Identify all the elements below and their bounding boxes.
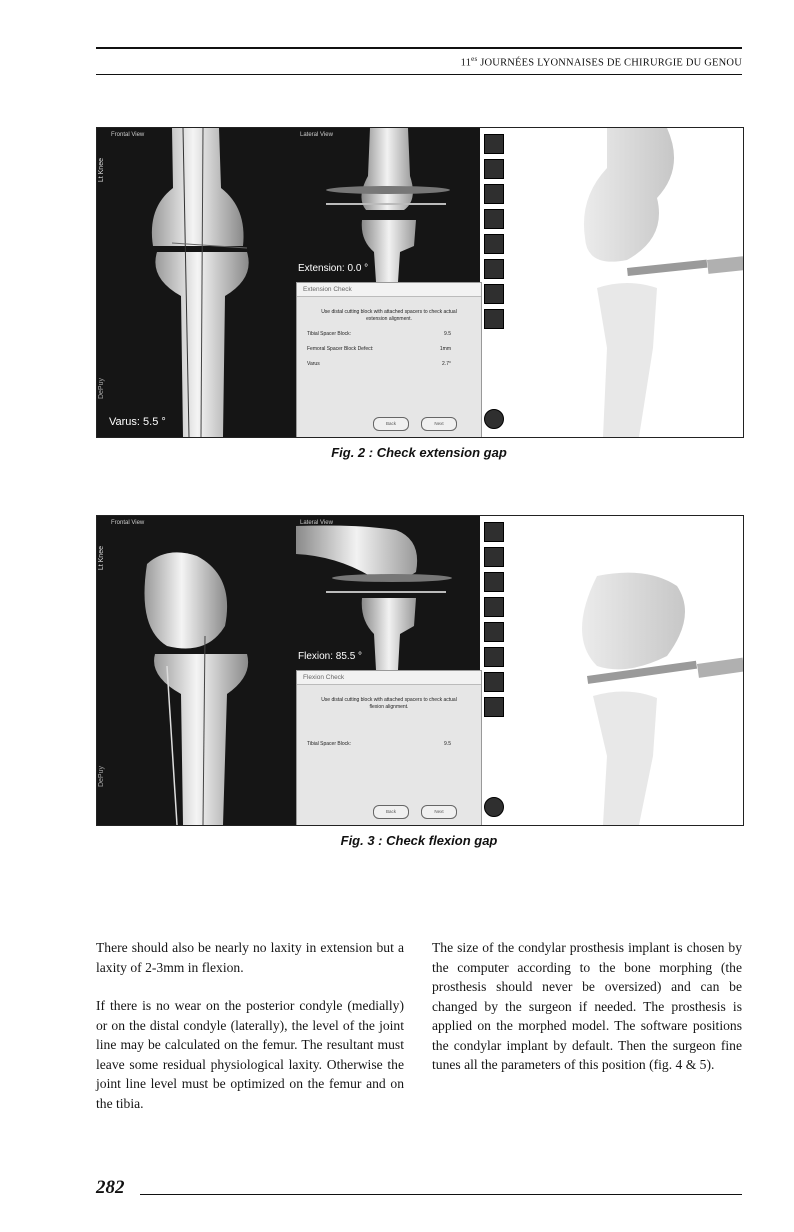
- settings-icon[interactable]: [484, 409, 504, 429]
- figure-3-caption: Fig. 3 : Check flexion gap: [340, 833, 498, 848]
- paragraph: The size of the condylar prosthesis implant is chosen by the computer according to the bone morphing (the prosthesis should never be oversized) and can be changed by the surgeon if needed. The prosthesis is applied on the morphed model. The software positions the condylar implant by default. Then the surgeon fine tunes all the parameters of this position (fig. 4 & 5).: [432, 940, 742, 1072]
- menu-icon[interactable]: [484, 134, 504, 154]
- tool-icon[interactable]: [484, 284, 504, 304]
- dialog-row: Varus 2.7°: [307, 361, 451, 367]
- dialog-row: Tibial Spacer Block: 9.5: [307, 331, 451, 337]
- tool-palette: [482, 518, 504, 823]
- brand-label: DePuy: [98, 378, 105, 400]
- next-button[interactable]: Next: [421, 805, 457, 819]
- back-button[interactable]: Back: [373, 417, 409, 431]
- frontal-knee-render: [97, 128, 296, 437]
- figure-2-caption: Fig. 2 : Check extension gap: [331, 445, 507, 460]
- extension-check-dialog: [296, 282, 482, 438]
- figure-3-screenshot: [96, 515, 744, 826]
- calculator-icon[interactable]: [484, 697, 504, 717]
- frontal-view-title: Frontal View: [111, 520, 145, 526]
- tool-icon[interactable]: [484, 672, 504, 692]
- next-button[interactable]: Next: [421, 417, 457, 431]
- knee-side-label: Lt Knee: [98, 158, 105, 183]
- header-rule-bottom: [96, 74, 742, 75]
- brand-label: DePuy: [98, 766, 105, 788]
- settings-icon[interactable]: [484, 797, 504, 817]
- knee-side-label: Lt Knee: [98, 546, 105, 571]
- lateral-view-panel: [296, 128, 480, 282]
- frontal-view-panel: [97, 128, 296, 437]
- calculator-icon[interactable]: [484, 309, 504, 329]
- zoom-out-icon[interactable]: [484, 597, 504, 617]
- lateral-view-title: Lateral View: [300, 520, 333, 526]
- zoom-out-icon[interactable]: [484, 209, 504, 229]
- page-number: 282: [96, 1177, 125, 1198]
- back-button[interactable]: Back: [373, 805, 409, 819]
- 3d-knee-instrument-flexion-render: [507, 516, 743, 825]
- frontal-knee-flexion-render: [97, 516, 296, 825]
- body-left-column: [96, 938, 404, 1132]
- frontal-view-panel: [97, 516, 296, 825]
- 3d-knee-instrument-render: [507, 128, 743, 437]
- pan-icon[interactable]: [484, 259, 504, 279]
- lateral-knee-render: [296, 128, 480, 282]
- rotate-icon[interactable]: [484, 234, 504, 254]
- menu-icon[interactable]: [484, 522, 504, 542]
- body-right-column: [432, 938, 742, 1094]
- extension-readout: Extension: 0.0 °: [298, 263, 369, 274]
- dialog-row: Tibial Spacer Block: 9.5: [307, 741, 451, 747]
- footer-rule: [140, 1194, 742, 1195]
- globe-icon[interactable]: [484, 159, 504, 179]
- lateral-knee-flexion-render: [296, 516, 480, 670]
- lateral-view-title: Lateral View: [300, 132, 333, 138]
- varus-readout: Varus: 5.5 °: [109, 416, 166, 428]
- header-rule-top: [96, 47, 742, 49]
- globe-icon[interactable]: [484, 547, 504, 567]
- frontal-view-title: Frontal View: [111, 132, 145, 138]
- dialog-title: Extension Check: [297, 283, 481, 297]
- running-header: $11^{es}$ JOURNÉES LYONNAISES DE CHIRURGIE DU GENOU: [460, 55, 742, 69]
- lateral-view-panel: [296, 516, 480, 670]
- dialog-row: Femoral Spacer Block Defect: 1mm: [307, 346, 451, 352]
- flexion-readout: Flexion: 85.5 °: [298, 651, 363, 662]
- dialog-title: Flexion Check: [297, 671, 481, 685]
- zoom-in-icon[interactable]: [484, 572, 504, 592]
- paragraph: There should also be nearly no laxity in extension but a laxity of 2-3mm in flexion.: [96, 940, 404, 975]
- flexion-check-dialog: [296, 670, 482, 826]
- tool-palette: [482, 130, 504, 435]
- pan-icon[interactable]: [484, 647, 504, 667]
- dialog-message: Use distal cutting block with attached spacers to check actual extension alignment.: [321, 309, 457, 322]
- rotate-icon[interactable]: [484, 622, 504, 642]
- zoom-in-icon[interactable]: [484, 184, 504, 204]
- paragraph: If there is no wear on the posterior condyle (medially) or on the distal condyle (laterally), the level of the joint line may be calculated on the femur. The resultant must leave some residual physiological laxity. Otherwise the joint line level must be optimized on the femur and on the tibia.: [96, 998, 404, 1111]
- dialog-message: Use distal cutting block with attached spacers to check actual flexion alignment.: [321, 697, 457, 710]
- figure-2-screenshot: [96, 127, 744, 438]
